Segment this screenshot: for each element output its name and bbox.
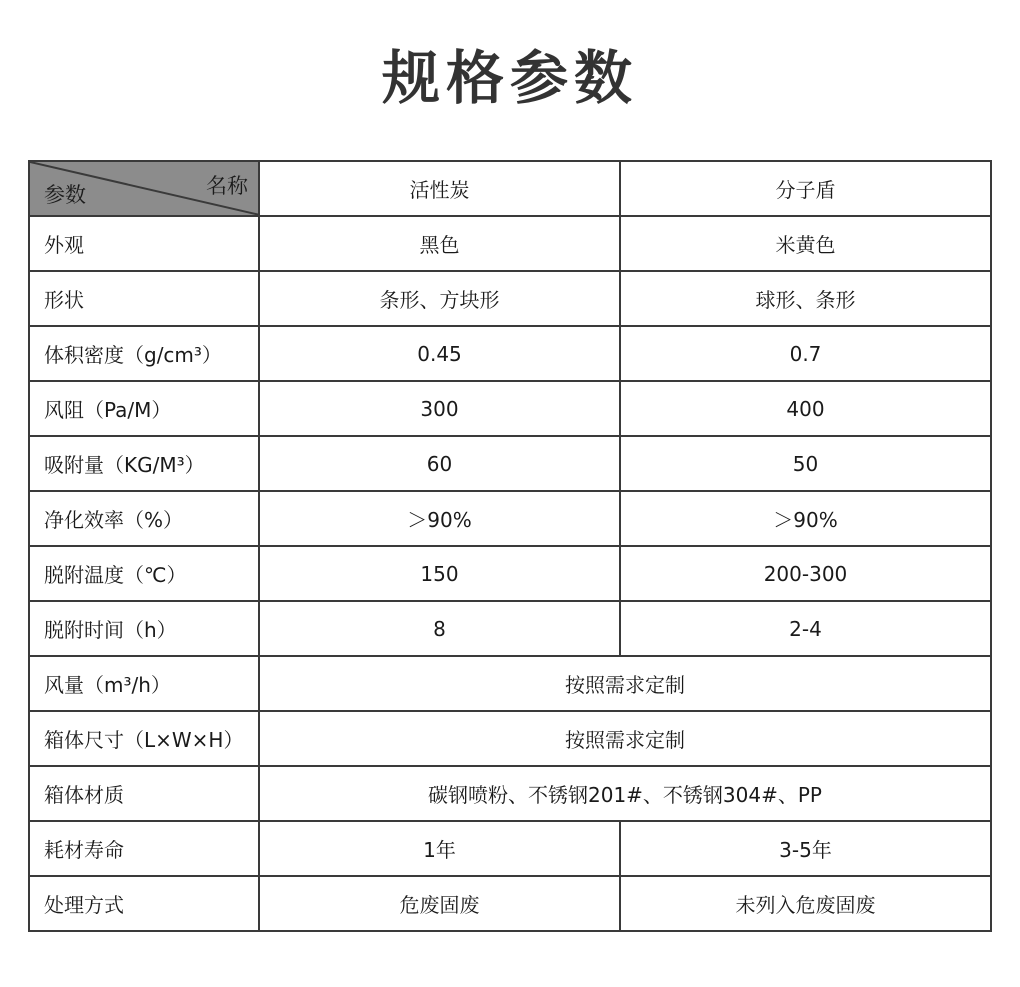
page-title: 规格参数 (381, 44, 638, 112)
value-cell: 条形、方块形 (259, 271, 620, 326)
value-cell: 50 (620, 436, 991, 491)
corner-label-param: 参数 (44, 183, 86, 207)
value-cell: 未列入危废固废 (620, 876, 991, 931)
param-label: 外观 (29, 216, 259, 271)
corner-label-name: 名称 (206, 174, 248, 198)
value-cell: 8 (259, 601, 620, 656)
value-cell: 200-300 (620, 546, 991, 601)
table-row (29, 436, 991, 491)
table-row (29, 821, 991, 876)
table-row (29, 711, 991, 766)
value-cell: 400 (620, 381, 991, 436)
value-cell: 0.45 (259, 326, 620, 381)
value-cell: 米黄色 (620, 216, 991, 271)
param-label: 风量（m³/h） (29, 656, 259, 711)
value-cell: ＞90% (259, 491, 620, 546)
column-header-molecular-sieve: 分子盾 (620, 161, 991, 216)
table-row (29, 601, 991, 656)
value-cell: 300 (259, 381, 620, 436)
param-label: 处理方式 (29, 876, 259, 931)
param-label: 体积密度（g/cm³） (29, 326, 259, 381)
value-cell: ＞90% (620, 491, 991, 546)
table-row (29, 381, 991, 436)
table-header-row (29, 161, 991, 216)
param-label: 耗材寿命 (29, 821, 259, 876)
value-cell: 150 (259, 546, 620, 601)
spec-table (28, 160, 992, 932)
value-cell: 0.7 (620, 326, 991, 381)
table-row (29, 326, 991, 381)
merged-value-cell: 按照需求定制 (259, 656, 991, 711)
column-header-activated-carbon: 活性炭 (259, 161, 620, 216)
table-row (29, 876, 991, 931)
table-row (29, 271, 991, 326)
value-cell: 60 (259, 436, 620, 491)
param-label: 净化效率（%） (29, 491, 259, 546)
value-cell: 1年 (259, 821, 620, 876)
param-label: 形状 (29, 271, 259, 326)
value-cell: 危废固废 (259, 876, 620, 931)
table-row (29, 546, 991, 601)
table-row (29, 216, 991, 271)
param-label: 脱附时间（h） (29, 601, 259, 656)
param-label: 脱附温度（℃） (29, 546, 259, 601)
param-label: 吸附量（KG/M³） (29, 436, 259, 491)
table-row (29, 656, 991, 711)
value-cell: 3-5年 (620, 821, 991, 876)
value-cell: 球形、条形 (620, 271, 991, 326)
value-cell: 黑色 (259, 216, 620, 271)
table-row (29, 491, 991, 546)
param-label: 风阻（Pa/M） (29, 381, 259, 436)
value-cell: 2-4 (620, 601, 991, 656)
table-row (29, 766, 991, 821)
corner-header-cell (29, 161, 259, 216)
merged-value-cell: 碳钢喷粉、不锈钢201#、不锈钢304#、PP (259, 766, 991, 821)
param-label: 箱体材质 (29, 766, 259, 821)
merged-value-cell: 按照需求定制 (259, 711, 991, 766)
param-label: 箱体尺寸（L×W×H） (29, 711, 259, 766)
